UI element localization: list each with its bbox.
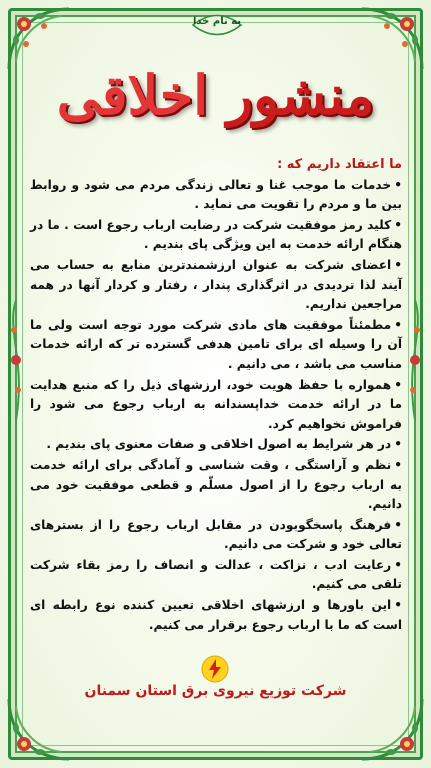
list-item: •در هر شرایط به اصول اخلاقی و صفات معنوی پای بندیم . — [46, 437, 402, 452]
list-item: •نظم و آراستگی ، وقت شناسی و آمادگی برای ارائه خدمت به ارباب رجوع را از اصول مسلّم و قطعی موفقیت خود می دانیم. — [30, 457, 402, 512]
bullet-icon: • — [394, 517, 402, 532]
title-part-1: منشور — [208, 63, 375, 127]
bullet-icon: • — [394, 217, 402, 232]
corner-ornament-icon — [357, 694, 427, 764]
bullet-icon: • — [394, 557, 402, 572]
title-area — [0, 40, 431, 155]
list-item: •این باورها و ارزشهای اخلاقی تعیین کننده نوع رابطه ای است که ما با ارباب رجوع برقرار می کنیم. — [30, 598, 402, 632]
bullet-icon: • — [394, 377, 402, 392]
list-item: •مطمئناً موفقیت های مادی شرکت مورد توجه است ولی ما آن را وسیله ای برای تامین هدفی گسترده تر که ارائه خدمات مناسب می باشد ، می دانیم . — [30, 317, 402, 371]
list-item: •اعضای شرکت به عنوان ارزشمندترین منابع به حساب می آیند لذا تردیدی در اثرگذاری پندار ، رفتار و کردار آنها در همه مراجعین نداریم. — [30, 257, 402, 312]
company-logo-icon — [201, 655, 229, 683]
list-item: •خدمات ما موجب غنا و تعالی زندگی مردم می شود و روابط بین ما و مردم را تقویت می نماید . — [30, 177, 402, 212]
badge-text: به نام خدا — [192, 16, 242, 27]
list-item: •کلید رمز موفقیت شرکت در رضایت ارباب رجوع است . ما در هنگام ارائه خدمت به این ویژگی پای بندیم . — [30, 217, 402, 252]
corner-ornament-icon — [4, 694, 74, 764]
bullet-icon: • — [394, 598, 402, 613]
company-name: شرکت توزیع نیروی برق استان سمنان — [84, 683, 347, 699]
bullet-icon: • — [394, 457, 402, 472]
bullet-icon: • — [394, 177, 402, 192]
page-title — [57, 40, 375, 150]
charter-content — [30, 155, 402, 636]
list-item: •همواره با حفظ هویت خود، ارزشهای ذیل را که منبع هدایت ما در ارائه خدمت خداپسندانه به ارباب رجوع می شود را فراموش نخواهیم کرد. — [30, 377, 402, 431]
bismillah-badge — [189, 10, 245, 40]
bullet-icon: • — [394, 437, 402, 452]
content-heading: ما اعتقاد داریم که : — [277, 157, 402, 172]
bullet-icon: • — [394, 317, 402, 332]
title-part-2: اخلاقی — [56, 63, 209, 127]
side-flourish-icon — [6, 300, 26, 420]
bullet-icon: • — [394, 257, 402, 272]
list-item: •فرهنگ پاسخگوبودن در مقابل ارباب رجوع را از بسترهای تعالی خود و شرکت می دانیم. — [30, 517, 402, 552]
side-flourish-icon — [405, 300, 425, 420]
list-item: •رعایت ادب ، نزاکت ، عدالت و انصاف را رمز بقاء شرکت تلقی می کنیم. — [30, 557, 402, 592]
